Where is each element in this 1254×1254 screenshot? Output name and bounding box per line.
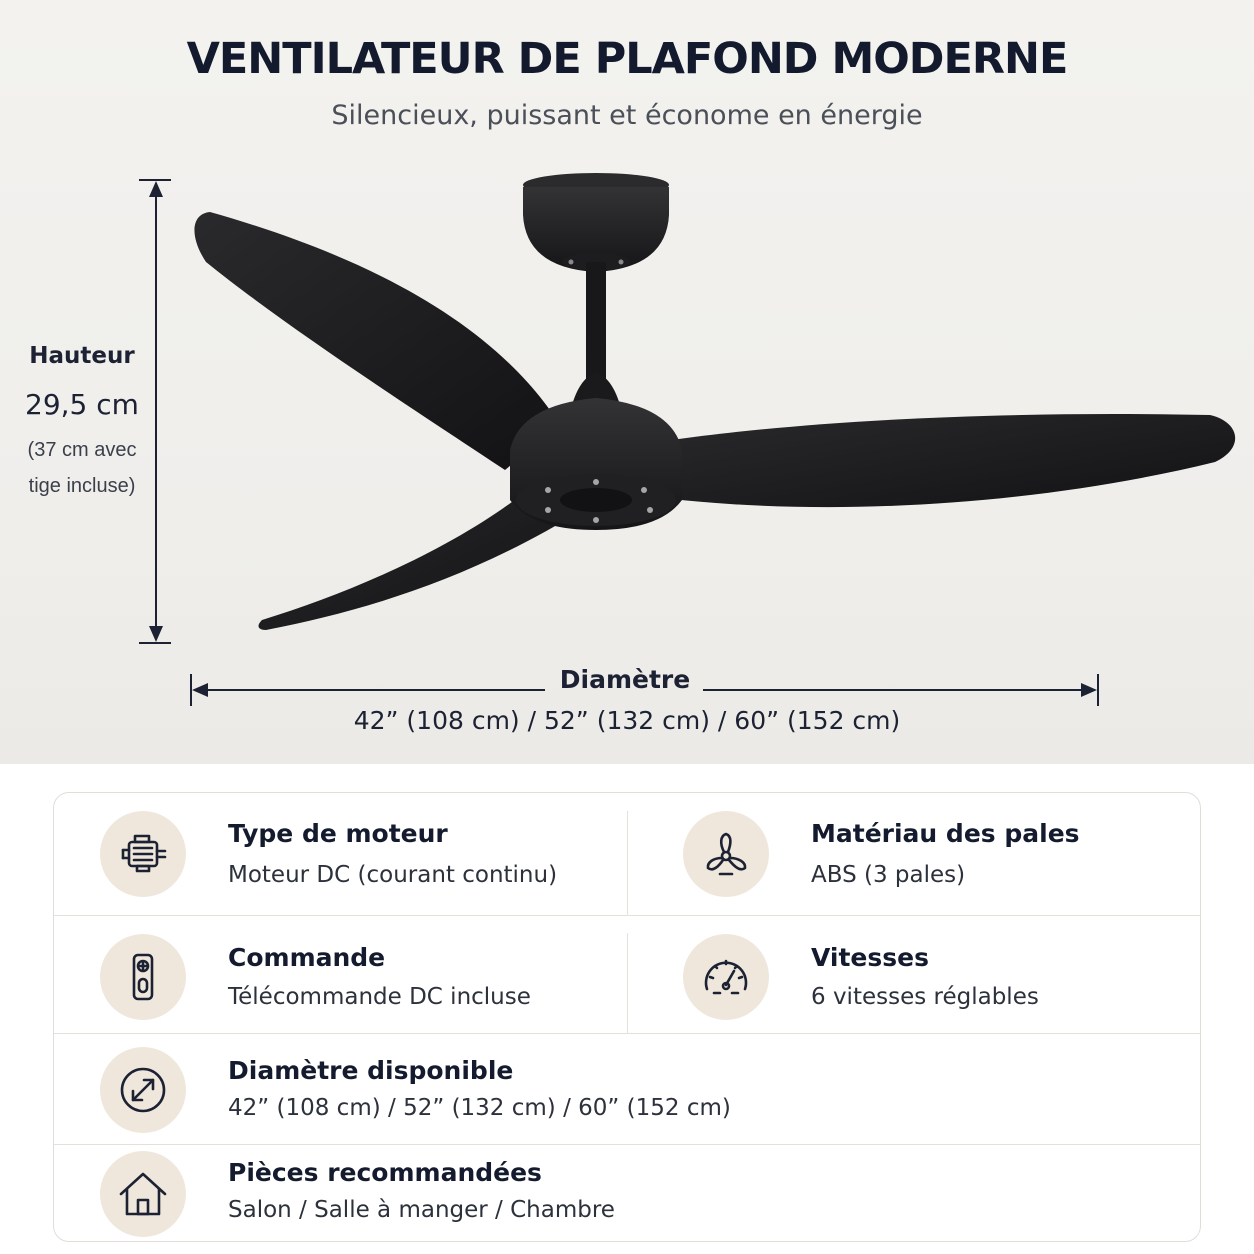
spec-blades-title: Matériau des pales — [811, 819, 1080, 848]
diameter-title: Diamètre — [559, 665, 691, 694]
spec-motor-value: Moteur DC (courant continu) — [228, 862, 558, 888]
fan-downrod — [586, 262, 606, 382]
height-title: Hauteur — [29, 343, 135, 369]
divider — [627, 811, 628, 915]
diameter-value: 42” (108 cm) / 52” (132 cm) / 60” (152 cm) — [353, 706, 901, 735]
spec-speeds-title: Vitesses — [811, 943, 929, 972]
blades-icon-badge — [683, 811, 769, 897]
spec-blades-value: ABS (3 pales) — [811, 862, 966, 888]
height-note — [0, 432, 164, 504]
page-title: VENTILATEUR DE PLAFOND MODERNE — [186, 34, 1068, 84]
speedometer-icon — [698, 949, 754, 1005]
fan-motor-housing — [510, 398, 682, 530]
divider — [627, 933, 628, 1033]
spec-rooms-value: Salon / Salle à manger / Chambre — [228, 1197, 615, 1223]
divider — [54, 915, 1200, 916]
height-value: 29,5 cm — [25, 388, 139, 421]
divider — [54, 1144, 1200, 1145]
spec-motor-title: Type de moteur — [228, 819, 448, 848]
page-subtitle: Silencieux, puissant et économe en énergie — [331, 100, 923, 131]
rooms-icon-badge — [100, 1151, 186, 1237]
divider — [54, 1033, 1200, 1034]
specs-card — [53, 792, 1201, 1242]
fan-blade-left — [194, 212, 560, 470]
fan-blade-right — [640, 414, 1235, 507]
ceiling-fan-illustration — [0, 150, 1254, 710]
spec-diameter-title: Diamètre disponible — [228, 1056, 514, 1085]
spec-control-value: Télécommande DC incluse — [228, 984, 531, 1010]
height-note-line1: (37 cm avec — [27, 439, 137, 461]
speeds-icon-badge — [683, 934, 769, 1020]
control-icon-badge — [100, 934, 186, 1020]
diameter-icon-badge — [100, 1047, 186, 1133]
diagonal-arrows-icon — [115, 1062, 171, 1118]
fan-canopy — [523, 173, 669, 272]
house-icon — [115, 1166, 171, 1222]
spec-diameter-value: 42” (108 cm) / 52” (132 cm) / 60” (152 cm) — [228, 1095, 731, 1121]
spec-control-title: Commande — [228, 943, 386, 972]
motor-icon — [115, 826, 171, 882]
motor-icon-badge — [100, 811, 186, 897]
height-note-line2: tige incluse) — [28, 475, 136, 497]
remote-control-icon — [115, 949, 171, 1005]
fan-blades-icon — [698, 826, 754, 882]
spec-speeds-value: 6 vitesses réglables — [811, 984, 1039, 1010]
spec-rooms-title: Pièces recommandées — [228, 1158, 542, 1187]
